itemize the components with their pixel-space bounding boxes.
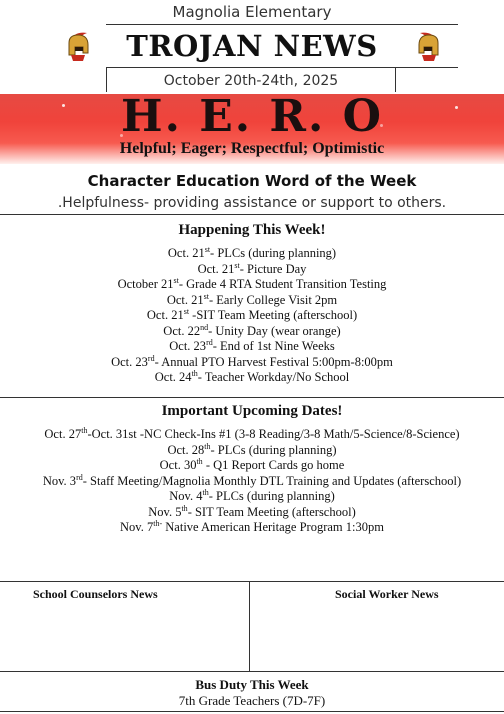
header-rule-top [106, 24, 458, 25]
list-item-text: - SIT Team Meeting (afterschool) [187, 504, 356, 519]
list-item [8, 474, 496, 490]
list-item-text: - Annual PTO Harvest Festival 5:00pm-8:00pm [154, 354, 393, 369]
list-item [8, 458, 496, 474]
list-item-text: - Grade 4 RTA Student Transition Testing [178, 277, 387, 291]
list-item-date: Oct. 23 [111, 354, 148, 369]
list-item [8, 324, 496, 340]
list-item-date: Oct. 30 [159, 458, 197, 472]
list-item-suffix: st [173, 275, 179, 285]
list-item-date: Oct. 23 [169, 339, 207, 353]
section-divider [0, 581, 504, 582]
list-item-date: Oct. 21 [197, 261, 235, 276]
list-item-suffix: nd [200, 322, 209, 332]
hero-meaning: Helpful; Eager; Respectful; Optimistic [119, 140, 385, 157]
bus-duty-assignment: 7th Grade Teachers (7D-7F) [178, 693, 326, 708]
list-item-text: - PLCs (during planning) [210, 246, 337, 260]
list-item-date: Nov. 5 [148, 504, 182, 519]
list-item-date: Nov. 3 [42, 473, 77, 488]
list-item-date: Oct. 27 [44, 427, 82, 441]
section-divider [0, 397, 504, 398]
list-item [8, 370, 496, 386]
list-item [8, 427, 496, 443]
section-divider [0, 671, 504, 672]
list-item [8, 489, 496, 505]
column-divider [249, 582, 250, 671]
list-item-suffix: rd [147, 353, 155, 363]
list-item-suffix: st [183, 306, 190, 316]
list-item-suffix: th [191, 368, 198, 378]
social-worker-heading: Social Worker News [335, 587, 439, 601]
list-item-suffix: st [234, 260, 240, 270]
list-item-date: October 21 [117, 277, 174, 291]
list-item-suffix: th [81, 425, 88, 435]
list-item-date: Oct. 21 [166, 292, 204, 307]
list-item [8, 339, 496, 355]
list-item [8, 355, 496, 371]
bus-duty-heading: Bus Duty This Week [195, 677, 309, 692]
list-item-text: -Oct. 31st -NC Check-Ins #1 (3-8 Reading/3-8 Math/5-Science/8-Science) [87, 427, 460, 441]
list-item-suffix: st [204, 244, 211, 254]
list-item-text: - Early College Visit 2pm [208, 292, 338, 307]
hero-banner [0, 94, 504, 164]
list-item [8, 308, 496, 324]
list-item-suffix: th- [153, 518, 163, 528]
list-item-date: Oct. 21 [167, 246, 205, 260]
list-item [8, 277, 496, 293]
list-item-date: Oct. 28 [167, 442, 205, 457]
list-item-date: Nov. 4 [169, 489, 203, 503]
list-item-text: - Teacher Workday/No School [197, 370, 350, 384]
list-item [8, 262, 496, 278]
upcoming-heading: Important Upcoming Dates! [161, 403, 343, 419]
upcoming-list [8, 427, 496, 536]
list-item-date: Oct. 24 [154, 370, 192, 384]
counselors-heading: School Counselors News [33, 587, 158, 601]
list-item [8, 520, 496, 536]
list-item-text: - Picture Day [239, 261, 307, 276]
list-item [8, 505, 496, 521]
list-item-suffix: th [196, 456, 203, 466]
list-item-text: - Staff Meeting/Magnolia Monthly DTL Training and Updates (afterschool) [82, 473, 462, 488]
date-range: October 20th-24th, 2025 [106, 68, 396, 92]
section-divider [0, 711, 504, 712]
list-item-text: -SIT Team Meeting (afterschool) [189, 308, 358, 322]
list-item-date: Nov. 7 [120, 520, 154, 534]
list-item-text: - Q1 Report Cards go home [202, 458, 345, 472]
list-item-text: - Unity Day (wear orange) [208, 323, 341, 338]
list-item [8, 293, 496, 309]
happening-list [8, 246, 496, 386]
school-name: Magnolia Elementary [172, 3, 332, 21]
character-ed-definition: .Helpfulness- providing assistance or support to others. [57, 195, 447, 211]
list-item-suffix: th [181, 503, 188, 513]
list-item-suffix: th [202, 487, 209, 497]
list-item [8, 443, 496, 459]
list-item-suffix: th [204, 441, 211, 451]
list-item-text: - PLCs (during planning) [210, 442, 337, 457]
list-item-suffix: st [203, 291, 209, 301]
character-ed-heading: Character Education Word of the Week [87, 172, 417, 190]
happening-heading: Happening This Week! [178, 222, 326, 238]
list-item-text: - End of 1st Nine Weeks [212, 339, 335, 353]
list-item-text: - PLCs (during planning) [208, 489, 335, 503]
list-item-suffix: rd [206, 337, 213, 347]
list-item-suffix: rd [76, 472, 83, 482]
list-item-date: Oct. 22 [163, 323, 201, 338]
newsletter-title: TROJAN NEWS [126, 29, 378, 63]
list-item-date: Oct. 21 [146, 308, 184, 322]
list-item-text: Native American Heritage Program 1:30pm [162, 520, 384, 534]
section-divider [0, 214, 504, 215]
hero-acronym: H. E. R. O [121, 94, 383, 142]
list-item [8, 246, 496, 262]
